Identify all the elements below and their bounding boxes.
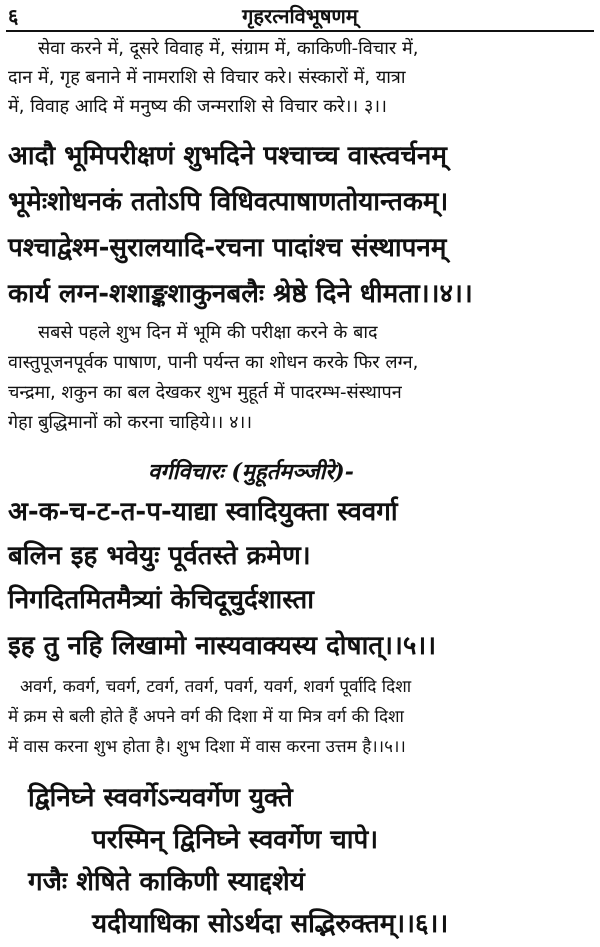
commentary-line: में क्रम से बली होते हैं अपने वर्ग की दिशा में या मित्र वर्ग की दिशा	[8, 707, 404, 727]
page-header	[0, 0, 600, 30]
commentary-line: में वास करना शुभ होता है। शुभ दिशा में वास करना उत्तम है।।५।।	[8, 737, 406, 757]
verse-line: गजैः शेषिते काकिणी स्याद्दशेयं	[28, 867, 305, 897]
verse-line: कार्य लग्न-शशाङ्कशाकुनबलैः श्रेष्ठे दिने धीमता।।४।।	[8, 279, 473, 309]
commentary-line: सबसे पहले शुभ दिन में भूमि की परीक्षा करने के बाद	[38, 322, 378, 343]
commentary-line: गेहा बुद्धिमानों को करना चाहिये।। ४।।	[8, 412, 253, 433]
verse-line: इह तु नहि लिखामो नास्यवाक्यस्य दोषात्।।५।।	[8, 631, 437, 661]
verse-line: अ-क-च-ट-त-प-याद्या स्वादियुक्ता स्ववर्गा	[8, 497, 398, 527]
commentary-line: दान में, गृह बनाने में नामराशि से विचार करे। संस्कारों में, यात्रा	[8, 67, 406, 88]
commentary-line: सेवा करने में, दूसरे विवाह में, संग्राम में, काकिणी-विचार में,	[38, 38, 419, 59]
verse-line: निगदितमितमैत्र्यां केचिदूचुर्दशास्ता	[8, 585, 314, 615]
verse-line: आदौ भूमिपरीक्षणं शुभदिने पश्चाच्च वास्त्वर्चनम्	[8, 141, 447, 171]
section-heading: वर्गविचारः (मुहूर्तमञ्जीरे)-	[148, 459, 354, 485]
header-rule	[6, 30, 594, 32]
verse-line: द्विनिघ्ने स्ववर्गेऽन्यवर्गेण युक्ते	[28, 783, 293, 813]
verse-line: पश्चाद्वेश्म-सुरालयादि-रचना पादांश्च संस्थापनम्	[8, 233, 447, 263]
commentary-line: में, विवाह आदि में मनुष्य की जन्मराशि से विचार करे।। ३।।	[8, 96, 387, 117]
verse-line: बलिन इह भवेयुः पूर्वतस्ते क्रमेण।	[8, 541, 311, 571]
commentary-line: अवर्ग, कवर्ग, चवर्ग, टवर्ग, तवर्ग, पवर्ग, यवर्ग, शवर्ग पूर्वादि दिशा	[20, 677, 412, 697]
verse-line: परस्मिन् द्विनिघ्ने स्ववर्गेण चापे।	[92, 825, 379, 855]
verse-line: भूमेःशोधनकं ततोऽपि विधिवत्पाषाणतोयान्तकम्।	[8, 187, 449, 217]
verse-line: यदीयाधिका सोऽर्थदा सद्भिरुक्तम्।।६।।	[92, 909, 449, 939]
commentary-line: चन्द्रमा, शकुन का बल देखकर शुभ मुहूर्त में पादरम्भ-संस्थापन	[8, 382, 402, 403]
running-title: गृहरत्नविभूषणम्	[242, 4, 358, 28]
commentary-line: वास्तुपूजनपूर्वक पाषाण, पानी पर्यन्त का शोधन करके फिर लग्न,	[8, 352, 419, 373]
page-number: ६	[8, 4, 19, 28]
